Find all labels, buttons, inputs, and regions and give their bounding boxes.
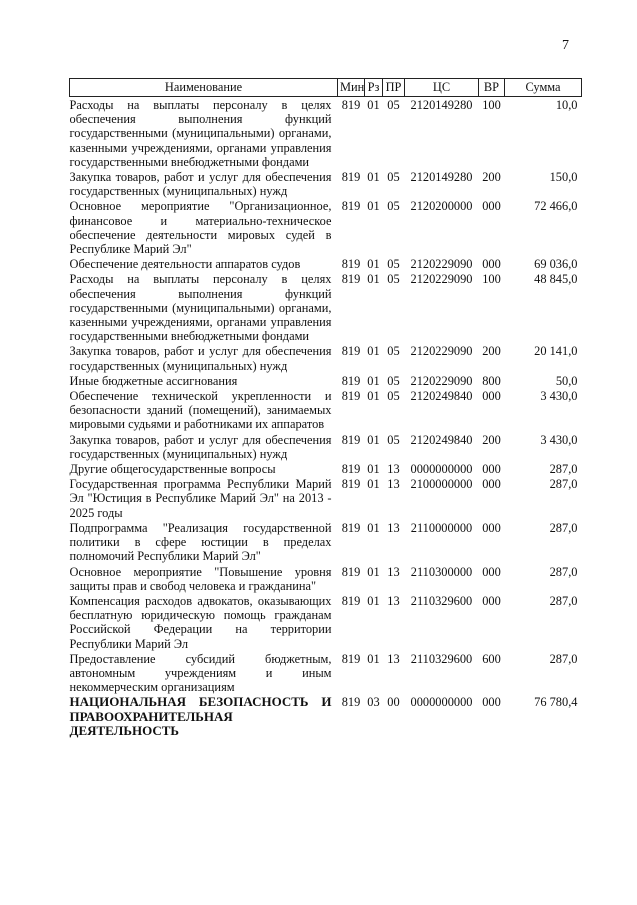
header-sum: Сумма	[505, 79, 582, 97]
cell-min: 819	[341, 651, 361, 666]
page-number: 7	[562, 38, 569, 53]
table-row	[70, 169, 582, 198]
cell-cs: 2120149280	[410, 170, 473, 185]
cell-rz: 01	[367, 593, 380, 608]
table-row	[70, 564, 582, 593]
cell-vr: 000	[482, 695, 501, 710]
cell-rz: 01	[367, 344, 380, 359]
table-body	[70, 97, 582, 738]
table-row	[70, 343, 582, 372]
cell-rz: 01	[367, 257, 380, 272]
table-row	[70, 520, 582, 564]
cell-cs: 0000000000	[410, 695, 473, 710]
table-row	[70, 271, 582, 343]
cell-sum: 287,0	[549, 564, 578, 579]
cell-vr: 200	[482, 344, 501, 359]
cell-cs: 2110329600	[410, 651, 473, 666]
cell-rz: 01	[367, 373, 380, 388]
table-row	[70, 373, 582, 388]
cell-cs: 2120229090	[410, 344, 473, 359]
cell-pr: 13	[387, 564, 400, 579]
cell-vr: 000	[482, 593, 501, 608]
table-row	[70, 432, 582, 461]
cell-cs: 0000000000	[410, 462, 473, 477]
cell-min: 819	[341, 199, 361, 214]
cell-pr: 13	[387, 520, 400, 535]
cell-rz: 01	[367, 199, 380, 214]
cell-cs: 2110000000	[410, 520, 473, 535]
cell-vr: 000	[482, 520, 501, 535]
cell-cs: 2120200000	[410, 199, 473, 214]
cell-sum: 287,0	[549, 593, 578, 608]
cell-name: Обеспечение деятельности аппаратов судов	[69, 257, 301, 272]
cell-name: Другие общегосударственные вопросы	[69, 462, 276, 477]
cell-rz: 01	[367, 98, 380, 112]
cell-sum: 150,0	[549, 170, 578, 185]
cell-pr: 13	[387, 651, 400, 666]
cell-name: НАЦИОНАЛЬНАЯ БЕЗОПАСНОСТЬ И ПРАВООХРАНИТЕЛЬНАЯ ДЕЯТЕЛЬНОСТЬ	[69, 694, 332, 738]
cell-pr: 05	[387, 170, 400, 185]
table-row	[70, 198, 582, 256]
cell-cs: 2110329600	[410, 593, 473, 608]
cell-vr: 000	[482, 199, 501, 214]
cell-pr: 13	[387, 462, 400, 477]
cell-name: Государственная программа Республики Марий Эл "Юстиция в Республике Марий Эл" на 2013 - 2025 годы	[69, 477, 332, 520]
cell-rz: 01	[367, 272, 380, 287]
cell-min: 819	[341, 520, 361, 535]
cell-name: Иные бюджетные ассигнования	[69, 373, 238, 388]
cell-cs: 2120249840	[410, 389, 473, 404]
cell-pr: 05	[387, 272, 400, 287]
cell-pr: 05	[387, 389, 400, 404]
header-vr: ВР	[479, 79, 505, 97]
cell-sum: 287,0	[549, 651, 578, 666]
cell-vr: 000	[482, 257, 501, 272]
header-rz: Рз	[365, 79, 383, 97]
cell-cs: 2120229090	[410, 373, 473, 388]
cell-pr: 05	[387, 199, 400, 214]
cell-pr: 13	[387, 477, 400, 492]
cell-name: Основное мероприятие "Организационное, финансовое и материально-техническое обеспечение деятельности мировых судей в Республике Марий Эл"	[69, 199, 332, 257]
cell-sum: 287,0	[549, 462, 578, 477]
cell-name: Закупка товаров, работ и услуг для обеспечения государственных (муниципальных) нужд	[69, 344, 332, 373]
cell-vr: 600	[482, 651, 501, 666]
budget-table-container	[69, 78, 581, 738]
cell-vr: 100	[482, 272, 501, 287]
cell-min: 819	[341, 462, 361, 477]
cell-sum: 72 466,0	[534, 199, 578, 214]
table-row	[70, 461, 582, 476]
budget-table	[69, 78, 582, 738]
cell-pr: 05	[387, 344, 400, 359]
cell-vr: 200	[482, 170, 501, 185]
cell-min: 819	[341, 477, 361, 492]
cell-vr: 200	[482, 432, 501, 447]
cell-sum: 287,0	[549, 477, 578, 492]
cell-rz: 01	[367, 389, 380, 404]
cell-name: Закупка товаров, работ и услуг для обеспечения государственных (муниципальных) нужд	[69, 170, 332, 199]
cell-sum: 3 430,0	[540, 432, 578, 447]
table-header-row	[70, 79, 582, 97]
cell-rz: 01	[367, 432, 380, 447]
cell-rz: 01	[367, 520, 380, 535]
cell-vr: 000	[482, 477, 501, 492]
cell-name: Обеспечение технической укрепленности и безопасности зданий (помещений), занимаемых мировыми судьями и работниками их аппаратов	[69, 389, 332, 432]
cell-vr: 000	[482, 389, 501, 404]
header-min: Мин	[338, 79, 365, 97]
cell-sum: 69 036,0	[534, 257, 578, 272]
cell-min: 819	[341, 373, 361, 388]
cell-pr: 13	[387, 593, 400, 608]
cell-sum: 20 141,0	[534, 344, 578, 359]
cell-rz: 01	[367, 462, 380, 477]
cell-sum: 48 845,0	[534, 272, 578, 287]
table-row	[70, 593, 582, 651]
cell-vr: 800	[482, 373, 501, 388]
cell-min: 819	[341, 272, 361, 287]
cell-name: Предоставление субсидий бюджетным, автономным учреждениям и иным некоммерческим организациям	[69, 651, 332, 695]
cell-cs: 2120149280	[410, 98, 473, 112]
table-row	[70, 694, 582, 738]
cell-sum: 76 780,4	[534, 695, 578, 710]
cell-name: Расходы на выплаты персоналу в целях обеспечения выполнения функций государственными (муниципальными) органами, казенными учреждениями, органами управления государственными внебюджетными фондами	[69, 272, 332, 344]
cell-vr: 000	[482, 462, 501, 477]
cell-vr: 000	[482, 564, 501, 579]
cell-name: Закупка товаров, работ и услуг для обеспечения государственных (муниципальных) нужд	[69, 432, 332, 461]
cell-pr: 00	[387, 695, 400, 710]
header-name: Наименование	[70, 79, 338, 97]
cell-min: 819	[341, 389, 361, 404]
header-cs: ЦС	[405, 79, 479, 97]
cell-pr: 05	[387, 257, 400, 272]
cell-sum: 287,0	[549, 520, 578, 535]
cell-name: Подпрограмма "Реализация государственной политики в сфере юстиции в пределах полномочий Республики Марий Эл"	[69, 520, 332, 564]
cell-cs: 2120249840	[410, 432, 473, 447]
table-row	[70, 651, 582, 695]
cell-sum: 50,0	[555, 373, 578, 388]
cell-name: Основное мероприятие "Повышение уровня защиты прав и свобод человека и гражданина"	[69, 564, 332, 593]
cell-rz: 01	[367, 651, 380, 666]
cell-sum: 10,0	[555, 98, 578, 112]
cell-min: 819	[341, 695, 361, 710]
cell-sum: 3 430,0	[540, 389, 578, 404]
cell-cs: 2120229090	[410, 257, 473, 272]
table-row	[70, 97, 582, 170]
cell-min: 819	[341, 593, 361, 608]
cell-pr: 05	[387, 98, 400, 112]
cell-min: 819	[341, 98, 361, 112]
cell-min: 819	[341, 257, 361, 272]
cell-min: 819	[341, 344, 361, 359]
cell-cs: 2110300000	[410, 564, 473, 579]
cell-min: 819	[341, 432, 361, 447]
cell-name: Расходы на выплаты персоналу в целях обеспечения выполнения функций государственными (муниципальными) органами, казенными учреждениями, органами управления государственными внебюджетными фондами	[69, 98, 332, 169]
cell-rz: 01	[367, 564, 380, 579]
table-row	[70, 476, 582, 520]
cell-name: Компенсация расходов адвокатов, оказывающих бесплатную юридическую помощь гражданам Российской Федерации на территории Республики Марий Эл	[69, 593, 332, 651]
cell-cs: 2120229090	[410, 272, 473, 287]
cell-vr: 100	[482, 98, 501, 112]
cell-min: 819	[341, 170, 361, 185]
cell-min: 819	[341, 564, 361, 579]
cell-rz: 03	[367, 695, 380, 710]
cell-pr: 05	[387, 373, 400, 388]
table-row	[70, 256, 582, 271]
cell-pr: 05	[387, 432, 400, 447]
header-pr: ПР	[383, 79, 405, 97]
cell-cs: 2100000000	[410, 477, 473, 492]
cell-rz: 01	[367, 477, 380, 492]
cell-rz: 01	[367, 170, 380, 185]
table-row	[70, 388, 582, 432]
